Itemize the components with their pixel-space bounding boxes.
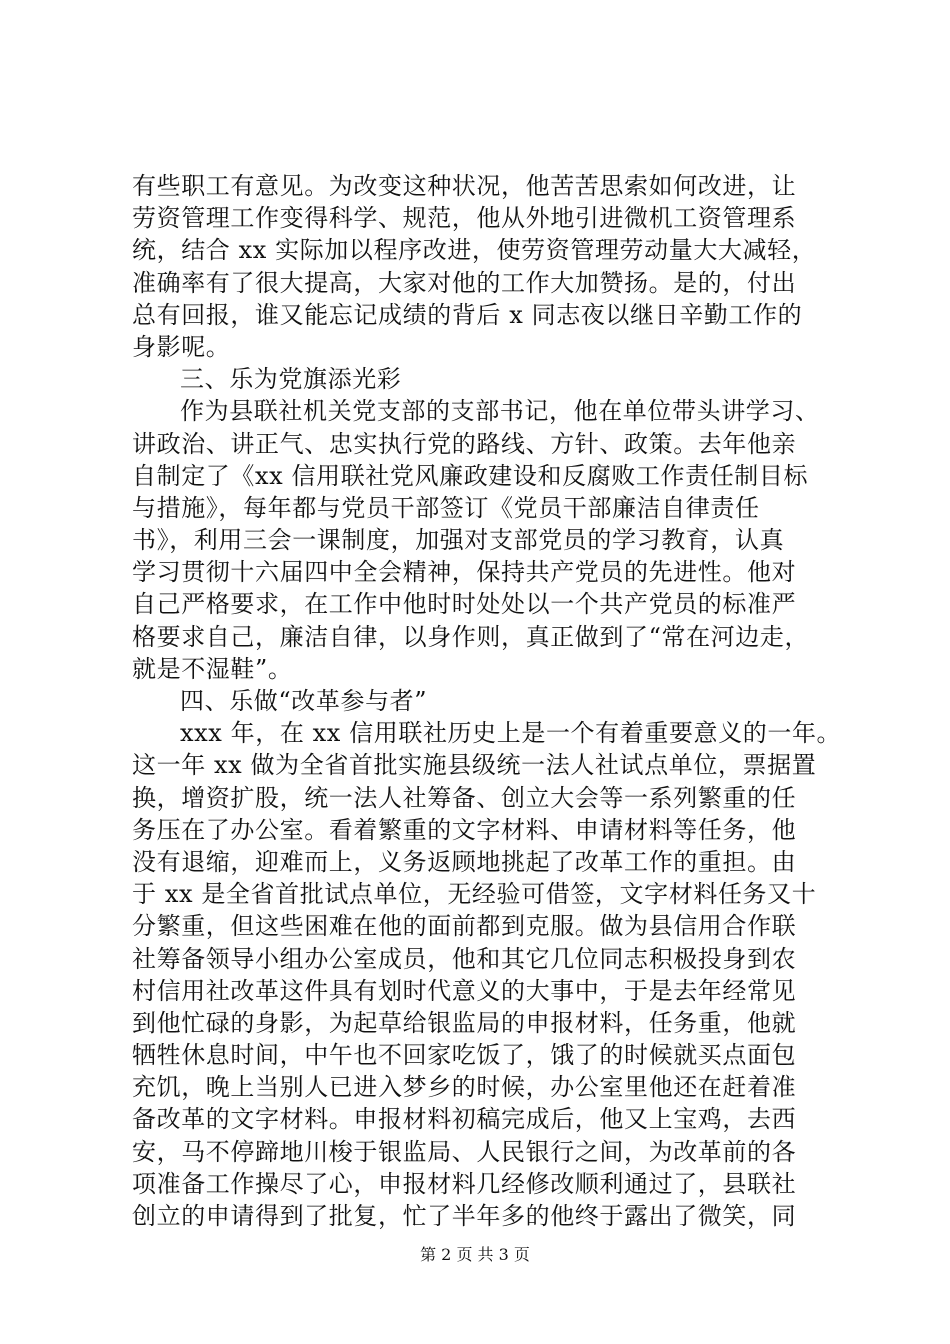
text-line: 分繁重，但这些困难在他的面前都到克服。做为县信用合作联	[132, 912, 797, 941]
text-line: 四、乐做“改革参与者”	[180, 687, 428, 715]
text-line: 于 xx 是全省首批试点单位，无经验可借签，文字材料任务又十	[132, 880, 817, 909]
text-line: 格要求自己，廉洁自律，以身作则，真正做到了“常在河边走，	[132, 622, 810, 651]
text-line: 这一年 xx 做为全省首批实施县级统一法人社试点单位，票据置	[132, 751, 817, 780]
text-line: 作为县联社机关党支部的支部书记，他在单位带头讲学习、	[180, 397, 820, 426]
text-line: 有些职工有意见。为改变这种状况，他苦苦思索如何改进，让	[132, 172, 797, 200]
text-line: 备改革的文字材料。申报材料初稿完成后，他又上宝鸡，去西	[132, 1105, 797, 1134]
text-line: 学习贯彻十六届四中全会精神，保持共产党员的先进性。他对	[132, 558, 797, 587]
text-line: 项准备工作操尽了心，申报材料几经修改顺利通过了，县联社	[132, 1169, 797, 1198]
page-footer: 第 2 页 共 3 页	[420, 1245, 530, 1264]
text-line: 讲政治、讲正气、忠实执行党的路线、方针、政策。去年他亲	[132, 429, 797, 458]
text-line: 劳资管理工作变得科学、规范，他从外地引进微机工资管理系	[132, 204, 797, 233]
text-line: 准确率有了很大提高，大家对他的工作大加赞扬。是的，付出	[132, 268, 797, 297]
text-line: 到他忙碌的身影，为起草给银监局的申报材料，任务重，他就	[132, 1008, 797, 1037]
text-line: 就是不湿鞋”。	[132, 654, 293, 683]
text-line: xxx 年，在 xx 信用联社历史上是一个有着重要意义的一年。	[180, 719, 842, 748]
text-line: 村信用社改革这件具有划时代意义的大事中，于是去年经常见	[132, 976, 797, 1005]
text-line: 书》，利用三会一课制度，加强对支部党员的学习教育，认真	[132, 526, 785, 555]
text-line: 牺牲休息时间，中午也不回家吃饭了，饿了的时候就买点面包	[132, 1041, 797, 1070]
text-line: 自己严格要求，在工作中他时时处处以一个共产党员的标准严	[132, 590, 797, 619]
text-line: 自制定了《xx 信用联社党风廉政建设和反腐败工作责任制目标	[132, 461, 809, 490]
text-line: 社筹备领导小组办公室成员，他和其它几位同志积极投身到农	[132, 944, 797, 973]
text-line: 创立的申请得到了批复，忙了半年多的他终于露出了微笑，同	[132, 1202, 797, 1230]
text-line: 没有退缩，迎难而上，义务返顾地挑起了改革工作的重担。由	[132, 847, 797, 876]
text-line: 三、乐为党旗添光彩	[180, 365, 402, 394]
text-line: 务压在了办公室。看着繁重的文字材料、申请材料等任务，他	[132, 815, 797, 844]
text-line: 充饥，晚上当别人已进入梦乡的时候，办公室里他还在赶着准	[132, 1073, 797, 1102]
text-line: 总有回报，谁又能忘记成绩的背后 x 同志夜以继日辛勤工作的	[132, 300, 803, 329]
text-line: 安，马不停蹄地川梭于银监局、人民银行之间，为改革前的各	[132, 1137, 797, 1166]
text-line: 换，增资扩股，统一法人社筹备、创立大会等一系列繁重的任	[132, 783, 797, 812]
body-text	[132, 170, 842, 1232]
text-line: 身影呢。	[132, 332, 231, 361]
text-line: 与措施》，每年都与党员干部签订《党员干部廉洁自律责任	[132, 493, 760, 522]
text-line: 统，结合 xx 实际加以程序改进，使劳资管理劳动量大大减轻，	[132, 236, 817, 265]
